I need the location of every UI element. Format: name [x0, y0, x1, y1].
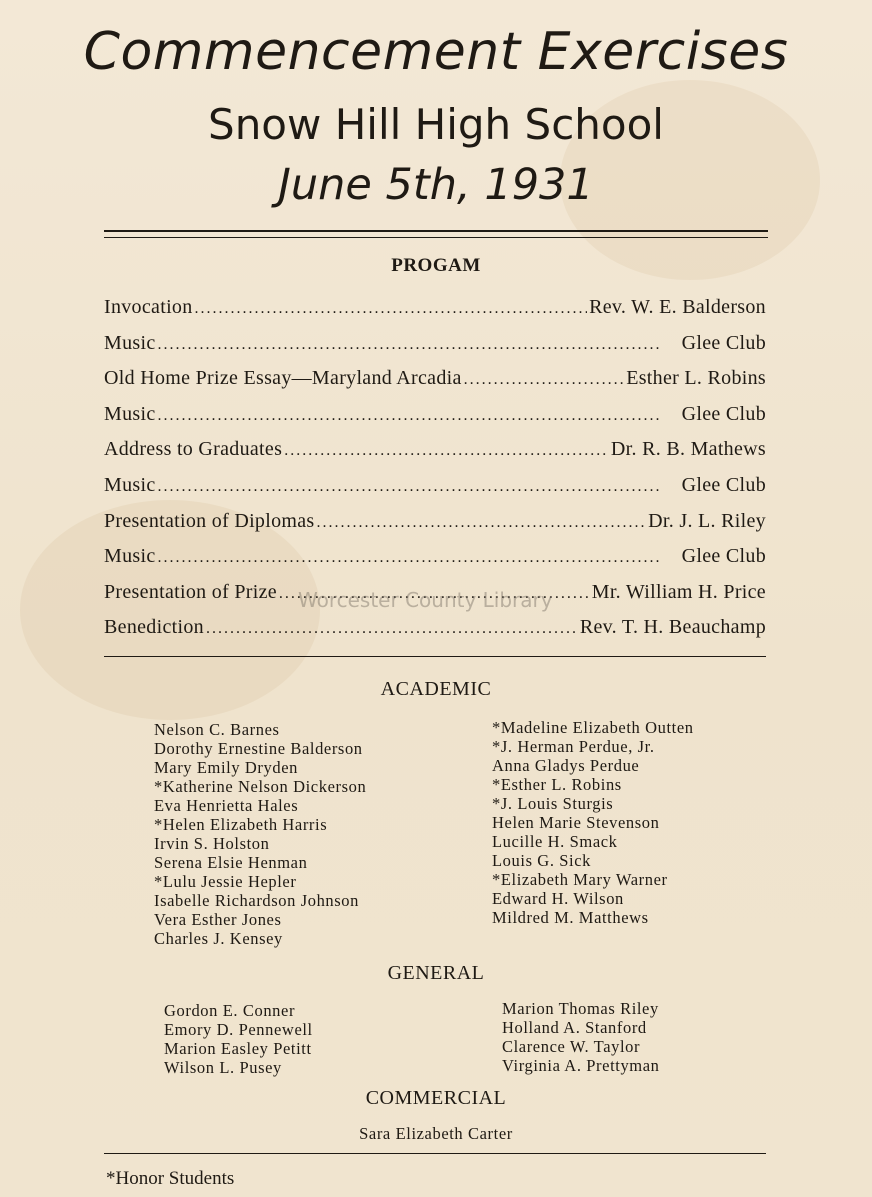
event-date: June 5th, 1931: [278, 160, 594, 210]
graduate-name: Helen Marie Stevenson: [492, 813, 660, 832]
program-item: [104, 616, 766, 652]
graduate-name: Nelson C. Barnes: [154, 720, 280, 739]
graduate-name: *Helen Elizabeth Harris: [154, 815, 328, 834]
graduate-name: Dorothy Ernestine Balderson: [154, 739, 363, 758]
commercial-heading: COMMERCIAL: [365, 1087, 507, 1109]
program-item: [104, 332, 766, 368]
leader-dots: [158, 474, 680, 497]
program-item-title: Presentation of Prize: [104, 580, 277, 603]
program-item-performer: Glee Club: [681, 545, 766, 568]
program-item-title: Music: [104, 331, 156, 354]
graduate-name: Holland A. Stanford: [502, 1018, 647, 1037]
leader-dots: [158, 545, 680, 568]
footer-divider: [104, 1153, 766, 1154]
graduate-name: *Esther L. Robins: [492, 775, 622, 794]
graduate-name: Irvin S. Holston: [154, 834, 270, 853]
school-name: Snow Hill High School: [208, 100, 664, 149]
general-heading: GENERAL: [387, 962, 485, 984]
program-item-performer: Rev. W. E. Balderson: [589, 296, 766, 318]
program-item-title: Music: [104, 402, 156, 425]
leader-dots: [464, 367, 625, 390]
program-item-title: Invocation: [104, 296, 193, 318]
section-divider: [104, 656, 766, 657]
graduate-name: *J. Herman Perdue, Jr.: [492, 737, 655, 756]
graduate-name: Wilson L. Pusey: [164, 1058, 282, 1077]
graduate-name: Eva Henrietta Hales: [154, 796, 299, 815]
program-item: [104, 438, 766, 474]
graduate-name: Vera Esther Jones: [154, 910, 282, 929]
program-item-title: Address to Graduates: [104, 438, 283, 461]
program-item-performer: Mr. William H. Price: [591, 580, 766, 603]
program-item-title: Music: [104, 473, 156, 496]
program-item: [104, 403, 766, 439]
graduate-name: *Elizabeth Mary Warner: [492, 870, 668, 889]
graduate-name: Louis G. Sick: [492, 851, 592, 870]
leader-dots: [206, 616, 578, 639]
program-item: [104, 296, 766, 332]
graduate-name: Sara Elizabeth Carter: [359, 1124, 513, 1143]
document-title: Commencement Exercises: [83, 22, 789, 82]
graduate-name: Isabelle Richardson Johnson: [154, 891, 359, 910]
commercial-names: [0, 1124, 872, 1143]
leader-dots: [284, 438, 609, 461]
leader-dots: [195, 296, 588, 319]
graduate-name: Gordon E. Conner: [164, 1001, 296, 1020]
program-item-performer: Dr. J. L. Riley: [648, 509, 766, 532]
general-names-right: [502, 999, 660, 1075]
leader-dots: [158, 403, 680, 426]
program-item-performer: Esther L. Robins: [626, 367, 766, 390]
watermark: Worcester County Library: [298, 588, 553, 612]
academic-heading: ACADEMIC: [380, 678, 492, 700]
program-item-performer: Glee Club: [681, 473, 766, 496]
graduate-name: *Madeline Elizabeth Outten: [492, 718, 694, 737]
academic-names-right: [492, 718, 694, 927]
graduate-name: *J. Louis Sturgis: [492, 794, 614, 813]
program-item-performer: Glee Club: [681, 331, 766, 354]
graduate-name: Marion Easley Petitt: [164, 1039, 312, 1058]
honor-students-note: *Honor Students: [106, 1168, 235, 1189]
graduate-name: Serena Elsie Henman: [154, 853, 308, 872]
program-item: [104, 510, 766, 546]
program-item: [104, 367, 766, 403]
graduate-name: Lucille H. Smack: [492, 832, 618, 851]
graduate-name: Charles J. Kensey: [154, 929, 283, 948]
graduate-name: Mary Emily Dryden: [154, 758, 299, 777]
graduate-name: Edward H. Wilson: [492, 889, 624, 908]
program-item-performer: Rev. T. H. Beauchamp: [579, 616, 766, 639]
program-item-performer: Dr. R. B. Mathews: [610, 438, 766, 461]
graduate-name: Mildred M. Matthews: [492, 908, 649, 927]
program-item-title: Music: [104, 545, 156, 568]
header-divider: [104, 230, 768, 238]
program-item-title: Benediction: [104, 616, 204, 639]
graduate-name: Clarence W. Taylor: [502, 1037, 641, 1056]
leader-dots: [158, 332, 680, 355]
program-item: [104, 545, 766, 581]
graduate-name: Virginia A. Prettyman: [502, 1056, 660, 1075]
academic-names-left: [154, 720, 366, 948]
program-item: [104, 474, 766, 510]
program-heading: PROGAM: [391, 255, 481, 276]
general-names-left: [164, 1001, 313, 1077]
graduate-name: *Lulu Jessie Hepler: [154, 872, 297, 891]
leader-dots: [317, 510, 647, 533]
program-item-title: Old Home Prize Essay—Maryland Arcadia: [104, 367, 462, 390]
program-item-performer: Glee Club: [681, 402, 766, 425]
program-item-title: Presentation of Diplomas: [104, 509, 315, 532]
graduate-name: Marion Thomas Riley: [502, 999, 659, 1018]
graduate-name: Anna Gladys Perdue: [492, 756, 640, 775]
graduate-name: *Katherine Nelson Dickerson: [154, 777, 367, 796]
graduate-name: Emory D. Pennewell: [164, 1020, 313, 1039]
